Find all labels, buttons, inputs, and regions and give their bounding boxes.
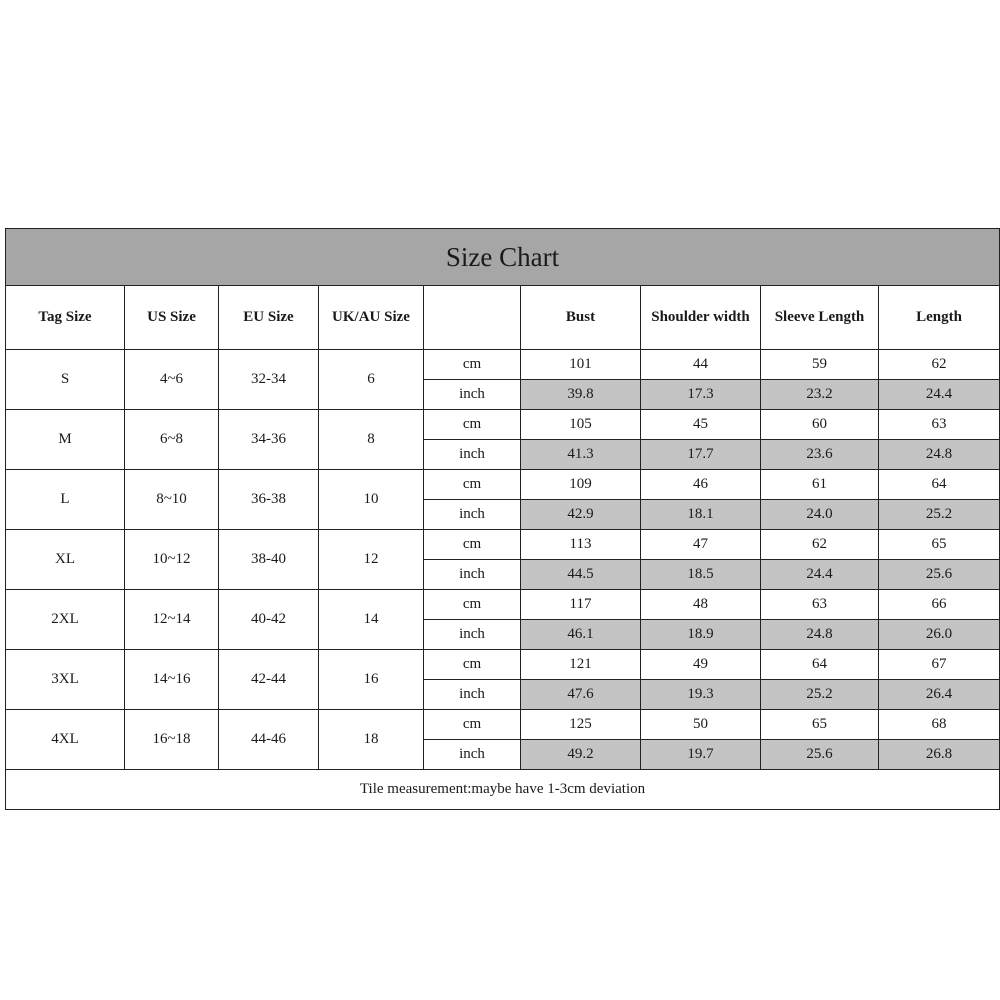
header-shoulder-width: Shoulder width [641,286,761,350]
table-row [6,410,1000,440]
unit-inch-cell: inch [424,740,521,770]
bust-cm-cell: 105 [521,410,641,440]
note-row [6,770,1000,810]
table-row [6,590,1000,620]
tag-size-cell: L [6,470,125,530]
uk-size-cell: 12 [319,530,424,590]
bust-inch-cell: 41.3 [521,440,641,470]
shoulder-inch-cell: 18.5 [641,560,761,590]
us-size-cell: 14~16 [125,650,219,710]
tag-size-cell: 4XL [6,710,125,770]
bust-inch-cell: 39.8 [521,380,641,410]
length-inch-cell: 24.8 [879,440,1000,470]
bust-inch-cell: 49.2 [521,740,641,770]
length-cm-cell: 68 [879,710,1000,740]
table-row [6,650,1000,680]
sleeve-cm-cell: 65 [761,710,879,740]
chart-title: Size Chart [6,229,1000,286]
length-cm-cell: 66 [879,590,1000,620]
header-row [6,286,1000,350]
sleeve-inch-cell: 24.0 [761,500,879,530]
sleeve-inch-cell: 25.2 [761,680,879,710]
bust-cm-cell: 117 [521,590,641,620]
sleeve-cm-cell: 60 [761,410,879,440]
length-cm-cell: 64 [879,470,1000,500]
sleeve-cm-cell: 59 [761,350,879,380]
tag-size-cell: 2XL [6,590,125,650]
unit-cm-cell: cm [424,650,521,680]
eu-size-cell: 32-34 [219,350,319,410]
sleeve-cm-cell: 61 [761,470,879,500]
bust-cm-cell: 113 [521,530,641,560]
header-unit [424,286,521,350]
bust-cm-cell: 125 [521,710,641,740]
length-inch-cell: 26.0 [879,620,1000,650]
length-inch-cell: 25.2 [879,500,1000,530]
shoulder-inch-cell: 18.9 [641,620,761,650]
eu-size-cell: 40-42 [219,590,319,650]
header-tag-size: Tag Size [6,286,125,350]
shoulder-inch-cell: 17.7 [641,440,761,470]
uk-size-cell: 8 [319,410,424,470]
eu-size-cell: 36-38 [219,470,319,530]
tag-size-cell: S [6,350,125,410]
length-cm-cell: 67 [879,650,1000,680]
header-sleeve-length: Sleeve Length [761,286,879,350]
header-us-size: US Size [125,286,219,350]
table-row [6,530,1000,560]
measurement-note: Tile measurement:maybe have 1-3cm deviation [6,770,1000,810]
bust-cm-cell: 101 [521,350,641,380]
sleeve-inch-cell: 24.8 [761,620,879,650]
unit-cm-cell: cm [424,470,521,500]
sleeve-inch-cell: 23.2 [761,380,879,410]
shoulder-cm-cell: 44 [641,350,761,380]
eu-size-cell: 42-44 [219,650,319,710]
eu-size-cell: 34-36 [219,410,319,470]
shoulder-inch-cell: 18.1 [641,500,761,530]
shoulder-cm-cell: 46 [641,470,761,500]
table-row [6,350,1000,380]
length-inch-cell: 26.4 [879,680,1000,710]
bust-cm-cell: 109 [521,470,641,500]
sleeve-inch-cell: 24.4 [761,560,879,590]
shoulder-cm-cell: 49 [641,650,761,680]
uk-size-cell: 18 [319,710,424,770]
sleeve-inch-cell: 23.6 [761,440,879,470]
shoulder-cm-cell: 50 [641,710,761,740]
shoulder-inch-cell: 19.3 [641,680,761,710]
uk-size-cell: 6 [319,350,424,410]
unit-cm-cell: cm [424,530,521,560]
sleeve-cm-cell: 63 [761,590,879,620]
us-size-cell: 4~6 [125,350,219,410]
table-row [6,470,1000,500]
shoulder-cm-cell: 48 [641,590,761,620]
header-bust: Bust [521,286,641,350]
sleeve-inch-cell: 25.6 [761,740,879,770]
unit-inch-cell: inch [424,440,521,470]
uk-size-cell: 10 [319,470,424,530]
bust-inch-cell: 47.6 [521,680,641,710]
bust-inch-cell: 44.5 [521,560,641,590]
bust-inch-cell: 46.1 [521,620,641,650]
shoulder-cm-cell: 47 [641,530,761,560]
unit-cm-cell: cm [424,350,521,380]
bust-inch-cell: 42.9 [521,500,641,530]
size-chart-table [5,228,1000,810]
sleeve-cm-cell: 62 [761,530,879,560]
sleeve-cm-cell: 64 [761,650,879,680]
uk-size-cell: 14 [319,590,424,650]
unit-inch-cell: inch [424,680,521,710]
unit-cm-cell: cm [424,710,521,740]
us-size-cell: 12~14 [125,590,219,650]
header-uk-au-size: UK/AU Size [319,286,424,350]
unit-cm-cell: cm [424,410,521,440]
length-inch-cell: 24.4 [879,380,1000,410]
length-cm-cell: 63 [879,410,1000,440]
unit-cm-cell: cm [424,590,521,620]
length-inch-cell: 26.8 [879,740,1000,770]
uk-size-cell: 16 [319,650,424,710]
bust-cm-cell: 121 [521,650,641,680]
us-size-cell: 16~18 [125,710,219,770]
unit-inch-cell: inch [424,620,521,650]
us-size-cell: 8~10 [125,470,219,530]
unit-inch-cell: inch [424,560,521,590]
length-cm-cell: 62 [879,350,1000,380]
eu-size-cell: 44-46 [219,710,319,770]
unit-inch-cell: inch [424,500,521,530]
eu-size-cell: 38-40 [219,530,319,590]
shoulder-inch-cell: 19.7 [641,740,761,770]
us-size-cell: 10~12 [125,530,219,590]
us-size-cell: 6~8 [125,410,219,470]
header-length: Length [879,286,1000,350]
length-inch-cell: 25.6 [879,560,1000,590]
tag-size-cell: XL [6,530,125,590]
length-cm-cell: 65 [879,530,1000,560]
unit-inch-cell: inch [424,380,521,410]
shoulder-inch-cell: 17.3 [641,380,761,410]
tag-size-cell: M [6,410,125,470]
table-row [6,710,1000,740]
header-eu-size: EU Size [219,286,319,350]
tag-size-cell: 3XL [6,650,125,710]
shoulder-cm-cell: 45 [641,410,761,440]
